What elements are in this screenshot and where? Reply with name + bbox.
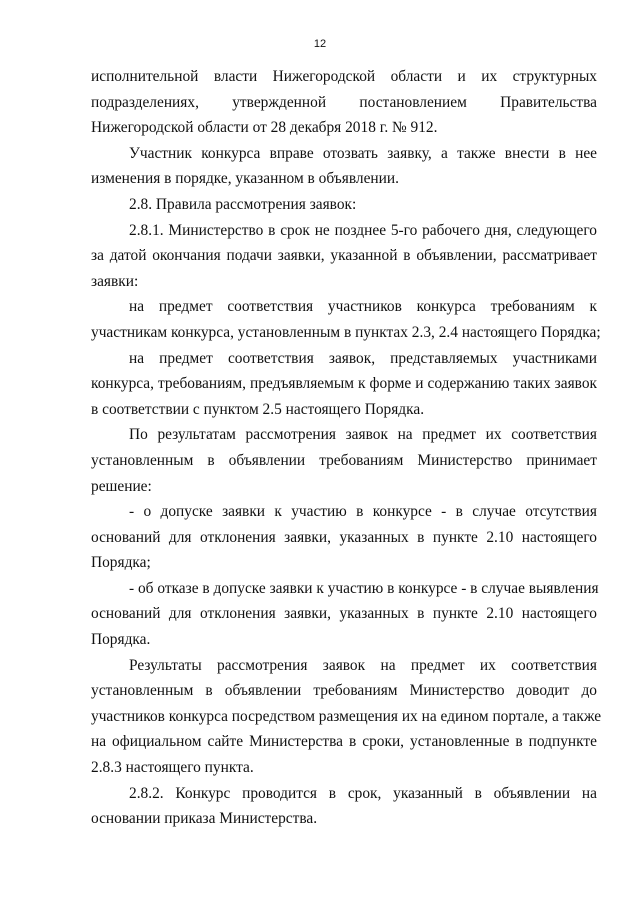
document-body	[91, 64, 602, 832]
section-heading-2-8	[91, 192, 597, 218]
text-line: Результаты рассмотрения заявок на предмет их соответствия	[129, 656, 597, 674]
text-line: участникам конкурса, установленным в пунктах 2.3, 2.4 настоящего Порядка;	[91, 323, 601, 341]
text-line: конкурса, требованиям, предъявляемым к форме и содержанию таких заявок	[91, 375, 597, 393]
paragraph-admission	[91, 499, 597, 576]
paragraph-decision	[91, 422, 597, 499]
text-line: 2.8.3 настоящего пункта.	[91, 759, 254, 777]
text-line: 2.8.2. Конкурс проводится в срок, указанный в объявлении на	[129, 784, 597, 802]
text-line: основании приказа Министерства.	[91, 810, 318, 828]
paragraph-rejection	[91, 576, 597, 653]
text-line: установленным в объявлении требованиям Министерство доводит до	[91, 682, 597, 700]
text-line: Порядка;	[91, 554, 151, 572]
page-number: 12	[313, 38, 327, 50]
text-line: участников конкурса посредством размещения их на едином портале, а также	[91, 707, 602, 725]
paragraph-2	[91, 141, 597, 192]
text-line: на официальном сайте Министерства в сроки, установленные в подпункте	[91, 733, 597, 751]
paragraph-criteria-participants	[91, 294, 601, 345]
text-line: Нижегородской области от 28 декабря 2018 г. № 912.	[91, 119, 438, 137]
text-line: на предмет соответствия участников конкурса требованиям к	[129, 298, 597, 316]
text-line: изменения в порядке, указанном в объявлении.	[91, 170, 399, 188]
text-line: По результатам рассмотрения заявок на предмет их соответствия	[129, 426, 597, 444]
paragraph-results	[91, 653, 602, 781]
text-line: 2.8. Правила рассмотрения заявок:	[129, 195, 357, 213]
text-line: 2.8.1. Министерство в срок не позднее 5-го рабочего дня, следующего	[129, 221, 597, 239]
paragraph-2-8-2	[91, 781, 597, 832]
text-line: подразделениях, утвержденной постановлением Правительства	[91, 93, 597, 111]
text-line: - об отказе в допуске заявки к участию в конкурсе - в случае выявления	[129, 579, 599, 597]
text-line: Участник конкурса вправе отозвать заявку, а также внести в нее	[129, 144, 597, 162]
text-line: исполнительной власти Нижегородской области и их структурных	[91, 68, 597, 85]
text-line: решение:	[91, 477, 152, 495]
text-line: оснований для отклонения заявки, указанных в пункте 2.10 настоящего	[91, 528, 597, 546]
paragraph-2-8-1	[91, 218, 597, 295]
paragraph-1	[91, 64, 597, 141]
text-line: - о допуске заявки к участию в конкурсе - в случае отсутствия	[129, 503, 597, 521]
text-line: в соответствии с пунктом 2.5 настоящего Порядка.	[91, 400, 425, 418]
text-line: на предмет соответствия заявок, представляемых участниками	[129, 349, 597, 367]
text-line: Порядка.	[91, 631, 151, 649]
text-line: за датой окончания подачи заявки, указанной в объявлении, рассматривает	[91, 247, 597, 265]
text-line: установленным в объявлении требованиям Министерство принимает	[91, 451, 597, 469]
text-line: оснований для отклонения заявки, указанных в пункте 2.10 настоящего	[91, 605, 597, 623]
paragraph-criteria-applications	[91, 346, 597, 423]
text-line: заявки:	[91, 272, 139, 290]
